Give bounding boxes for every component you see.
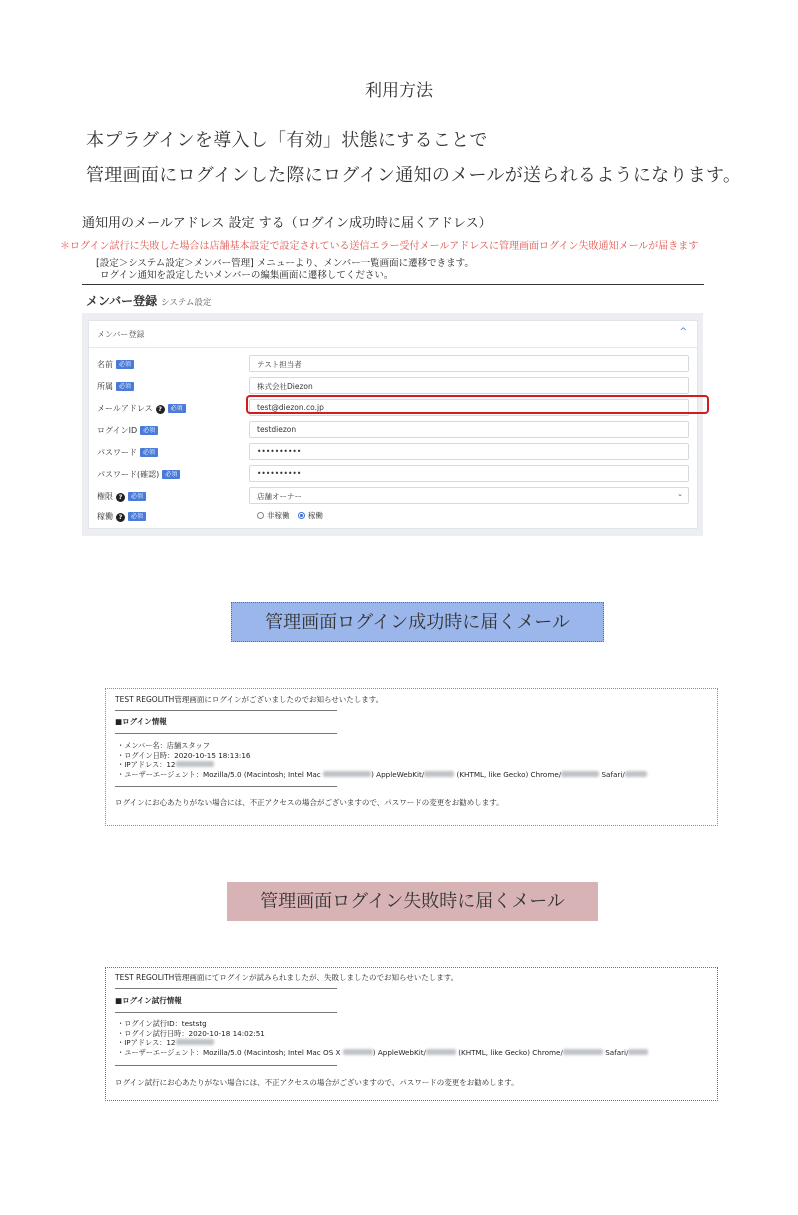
radio-inactive-label: 非稼働 [267,511,290,520]
mail-divider [115,1012,337,1013]
warning-note: ＊ログイン試行に失敗した場合は店舗基本設定で設定されている送信エラー受付メールアドレスに管理画面ログイン失敗通知メールが届きます [60,241,699,252]
status-radio-group [257,510,323,521]
blurred-text [176,761,214,767]
role-select[interactable] [249,487,689,504]
mail-item: ・IPアドレス：12 [117,760,647,770]
member-form-card [88,320,698,529]
divider [82,284,704,285]
address-heading: 通知用のメールアドレス 設定 する（ログイン成功時に届くアドレス） [82,216,492,231]
form-row-password-confirm [89,464,697,486]
path-note [96,258,474,282]
path-note-line-2: ログイン通知を設定したいメンバーの編集画面に遷移してください。 [100,270,394,281]
field-label-login-id: ログインID 必須 [97,425,158,436]
blurred-text [561,771,599,777]
required-badge: 必須 [140,448,158,457]
required-badge: 必須 [140,426,158,435]
required-badge: 必須 [128,492,146,501]
blurred-text [424,771,454,777]
required-badge: 必須 [116,382,134,391]
mail-item: ・ログイン試行ID：teststg [117,1019,207,1028]
form-row-login-id [89,420,697,442]
field-label-role: 権限 ? 必須 [97,491,146,502]
blurred-text [343,1049,373,1055]
help-icon[interactable]: ? [156,405,165,414]
login-id-input[interactable]: testdiezon [249,421,689,438]
mail-item: ・ログイン日時：2020-10-15 18:13:16 [117,750,251,760]
banner-success: 管理画面ログイン成功時に届くメール [231,602,604,642]
radio-inactive[interactable] [257,512,264,519]
form-row-name [89,354,697,376]
mail-fail-sample [105,967,718,1101]
member-form-title: メンバー登録 [86,294,158,308]
mail-item: ・ユーザーエージェント：Mozilla/5.0 (Macintosh; Intel Mac ) AppleWebKit/ (KHTML, like Gecko) Chrome/ Safari/ [117,770,647,780]
mail-section-title: ■ログイン試行情報 [115,996,182,1005]
field-label-affiliation: 所属 必須 [97,381,134,392]
mail-divider [115,988,337,989]
help-icon[interactable]: ? [116,513,125,522]
mail-item-list [117,741,647,779]
field-label-password: パスワード 必須 [97,447,158,458]
mail-item: ・メンバー名：店舗スタッフ [117,741,210,750]
mail-divider [115,1065,337,1066]
path-note-line-1: [設定＞システム設定＞メンバー管理] メニューより、メンバー一覧画面に遷移できます。 [96,258,474,269]
form-row-password [89,442,697,464]
password-confirm-input[interactable]: •••••••••• [249,465,689,482]
mail-item: ・ログイン試行日時：2020-10-18 14:02:51 [117,1028,265,1038]
mail-divider [115,786,337,787]
card-header[interactable] [89,321,697,348]
card-title: メンバー登録 [97,330,145,339]
role-select-value: 店舗オーナー [257,492,302,501]
field-label-name: 名前 必須 [97,359,134,370]
field-label-password-confirm: パスワード(確認) 必須 [97,469,180,480]
collapse-chevron-icon[interactable]: ^ [679,327,687,337]
form-row-role [89,486,697,508]
mail-subject: TEST REGOLITH管理画面にてログインが試みられましたが、失敗しましたのでお知らせいたします。 [115,973,459,982]
mail-divider [115,733,337,734]
required-badge: 必須 [128,512,146,521]
password-input[interactable]: •••••••••• [249,443,689,460]
member-form-subtitle: システム設定 [161,298,212,308]
field-label-email: メールアドレス ? 必須 [97,403,186,414]
banner-fail: 管理画面ログイン失敗時に届くメール [227,882,598,921]
mail-item-list [117,1019,648,1057]
blurred-text [628,1049,648,1055]
radio-active-label: 稼働 [307,511,323,520]
mail-success-sample [105,688,718,826]
required-badge: 必須 [168,404,186,413]
intro-line-1: 本プラグインを導入し「有効」状態にすることで [86,130,488,151]
affiliation-input[interactable]: 株式会社Diezon [249,377,689,394]
blurred-text [625,771,647,777]
blurred-text [426,1049,456,1055]
member-form-heading [86,292,211,309]
mail-footer: ログインにお心あたりがない場合には、不正アクセスの場合がございますので、パスワードの変更をお勧めします。 [115,798,504,807]
mail-item: ・IPアドレス：12 [117,1038,648,1048]
field-label-status: 稼働 ? 必須 [97,511,146,522]
radio-active[interactable] [298,512,305,519]
blurred-text [323,771,371,777]
intro-line-2: 管理画面にログインした際にログイン通知のメールが送られるようになります。 [86,165,742,186]
mail-item: ・ユーザーエージェント：Mozilla/5.0 (Macintosh; Intel Mac OS X ) AppleWebKit/ (KHTML, like Gecko) Chrome/ Safari/ [117,1048,648,1058]
required-badge: 必須 [162,470,180,479]
name-input[interactable]: テスト担当者 [249,355,689,372]
mail-subject: TEST REGOLITH管理画面にログインがございましたのでお知らせいたします。 [115,695,384,704]
form-row-status [89,506,697,528]
mail-divider [115,710,337,711]
mail-section-title: ■ログイン情報 [115,717,167,726]
help-icon[interactable]: ? [116,493,125,502]
email-input[interactable]: test@diezon.co.jp [249,399,689,416]
required-badge: 必須 [116,360,134,369]
blurred-text [176,1039,214,1045]
blurred-text [563,1049,603,1055]
chevron-down-icon: ⌄ [677,490,683,498]
page-title: 利用方法 [365,81,433,101]
email-highlight-box [246,395,709,414]
mail-footer: ログイン試行にお心あたりがない場合には、不正アクセスの場合がございますので、パスワードの変更をお勧めします。 [115,1078,519,1087]
